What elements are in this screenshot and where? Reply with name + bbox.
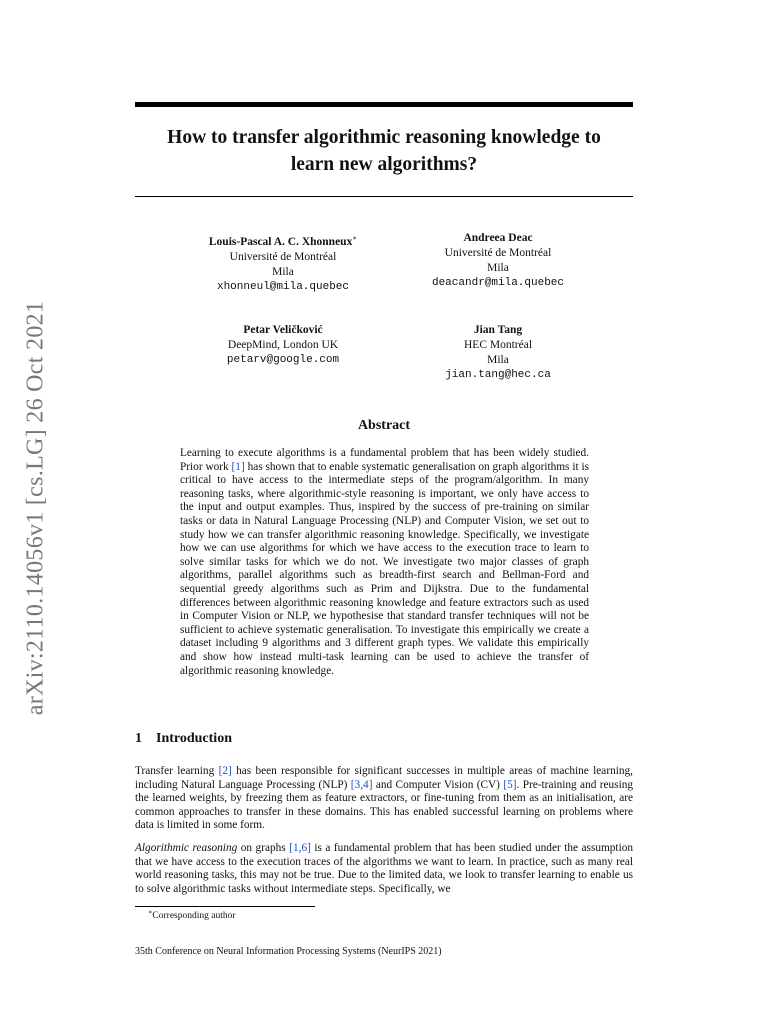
- author-email[interactable]: xhonneul@mila.quebec: [216, 280, 350, 293]
- section-number: 1: [135, 731, 142, 746]
- abstract-body: Learning to execute algorithms is a fundamental problem that has been widely studied. Prior work [1] has shown that to enable systematic generalisation on graph algorithms it is critical to have access to the intermediate steps of the program/algorithm. In many reasoning tasks, where algorithmic-style reasoning is important, we only have access to the input and output examples. Thus, inspired by the success of pre-training on similar tasks or data in Natural Language Processing (NLP) and Computer Vision, we set out to study how we can transfer algorithmic reasoning knowledge. Specifically, we investigate how we can use algorithms for which we have access to the execution trace to learn to solve similar tasks for which we do not. We investigate two major classes of graph algorithms, parallel algorithms such as breadth-first search and Bellman-Ford and sequential greedy algorithms such as Prim and Dijkstra. Due to the fundamental differences between algorithmic reasoning knowledge and feature extractors such as used in Computer Vision or NLP, we hypothesise that standard transfer techniques will not be sufficient to achieve systematic generalisation. To investigate this empirically we create a dataset including 9 algorithms and 3 different graph types. We validate this empirically and show how instead multi-task learning can be used to achieve the transfer of algorithmic reasoning knowledge.: [180, 447, 589, 677]
- author-affiliation: Université de Montréal: [444, 247, 552, 259]
- abstract-heading: Abstract: [357, 418, 411, 433]
- author-affiliation: Mila: [487, 354, 509, 366]
- citation-link[interactable]: [1,: [289, 842, 302, 854]
- author-affiliation: DeepMind, London UK: [227, 339, 339, 351]
- author-affiliation: HEC Montréal: [463, 339, 533, 351]
- intro-paragraph: Algorithmic reasoning on graphs [1,6] is a fundamental problem that has been studied under the assumption that we have access to the execution traces of the algorithms we want to learn. In practice, such as many real world reasoning tasks, this may not be true. Due to the limited data, we look to transfer learning to enable us to solve algorithmic tasks without intermediate steps. Specifically, we: [135, 842, 634, 895]
- arxiv-identifier-stamp: arXiv:2110.14056v1 [cs.LG] 26 Oct 2021: [22, 300, 49, 716]
- title-line-1: How to transfer algorithmic reasoning knowledge to: [167, 127, 601, 148]
- author-affiliation: Université de Montréal: [229, 250, 337, 263]
- footnote-mark: ∗: [148, 909, 153, 916]
- footnote: [148, 908, 236, 921]
- citation-link[interactable]: [5]: [503, 778, 517, 791]
- title-line-2: learn new algorithms?: [290, 154, 478, 175]
- paper-title: [135, 124, 633, 178]
- author-name: Andreea Deac: [463, 232, 533, 244]
- title-top-rule: [135, 102, 633, 107]
- citation-link[interactable]: 4]: [363, 778, 373, 791]
- author-email[interactable]: petarv@google.com: [226, 354, 340, 366]
- title-bottom-rule: [135, 196, 633, 197]
- author-block: [163, 231, 403, 295]
- citation-link[interactable]: [2]: [218, 765, 232, 777]
- intro-paragraph: Transfer learning [2] has been responsible for significant successes in multiple areas of machine learning, including Natural Language Processing (NLP) [3,4] and Computer Vision (CV) [5]. Pre-training and reusing the learned weights, by freezing them as feature extractors, or fine-tuning from them as an initialisation, are common approaches to transfer in these domains. This has enabled successful learning on problems where data is limited in some form.: [135, 765, 634, 832]
- corresponding-author-mark: ∗: [352, 234, 358, 242]
- author-email[interactable]: deacandr@mila.quebec: [431, 277, 565, 289]
- author-affiliation: Mila: [487, 262, 509, 274]
- author-name: Petar Veličković: [243, 324, 323, 336]
- author-email[interactable]: jian.tang@hec.ca: [445, 369, 551, 381]
- citation-link[interactable]: [1]: [231, 460, 245, 473]
- author-name: Louis-Pascal A. C. Xhonneux∗: [208, 234, 358, 248]
- emphasized-term: Algorithmic reasoning: [135, 842, 238, 854]
- author-name: Jian Tang: [473, 324, 523, 336]
- footnote-rule: [135, 906, 315, 907]
- section-heading: [135, 731, 232, 747]
- section-title: Introduction: [156, 731, 232, 746]
- author-block: [163, 323, 403, 368]
- author-block: [378, 323, 618, 383]
- footnote-text: Corresponding author: [152, 911, 236, 922]
- citation-link[interactable]: 6]: [301, 842, 311, 854]
- conference-footer: 35th Conference on Neural Information Processing Systems (NeurIPS 2021): [135, 946, 442, 957]
- author-block: [378, 231, 618, 291]
- citation-link[interactable]: [3,: [350, 778, 364, 791]
- author-affiliation: Mila: [272, 265, 294, 278]
